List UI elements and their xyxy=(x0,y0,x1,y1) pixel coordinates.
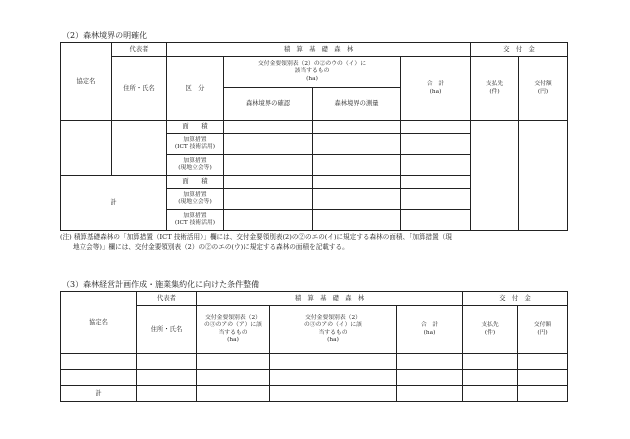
table-row xyxy=(61,354,568,370)
survey-cell[interactable] xyxy=(313,176,401,189)
payee-cell[interactable] xyxy=(471,121,519,231)
schedule-2-3-a-a-header: 交付金要領別表（2） の③のアの（ア）に該 当するもの (ha) xyxy=(197,306,270,354)
total-cell[interactable] xyxy=(401,210,471,231)
confirmation-cell[interactable] xyxy=(224,155,313,176)
management-plan-table xyxy=(60,291,568,402)
agreement-name-header: 協定名 xyxy=(61,43,112,121)
total-cell[interactable] xyxy=(401,155,471,176)
section2-note: (注) 積算基礎森林の「加算措置（ICT 技術活用）」欄には、交付金要領別表(2)の②のエの(イ)に規定する森林の面積、「加算措置（現 地立会等)」欄には、交付金要領別表（2）の②のエの(ウ)に規定する森林の面積を記載する。 xyxy=(60,233,452,251)
col-b-cell[interactable] xyxy=(270,386,397,402)
base-forest-header: 積 算 基 礎 森 林 xyxy=(197,292,463,306)
payee-cell[interactable] xyxy=(463,370,518,386)
category-header: 区 分 xyxy=(167,57,224,121)
col-b-cell[interactable] xyxy=(270,354,397,370)
address-name-cell[interactable] xyxy=(112,121,167,176)
grant-amount-cell[interactable] xyxy=(518,386,568,402)
confirmation-cell[interactable] xyxy=(224,176,313,189)
col-a-cell[interactable] xyxy=(197,354,270,370)
representative-header: 代表者 xyxy=(137,292,197,306)
confirmation-cell[interactable] xyxy=(224,189,313,210)
total-cell[interactable] xyxy=(401,121,471,134)
col-a-cell[interactable] xyxy=(197,370,270,386)
representative-header: 代表者 xyxy=(112,43,167,57)
grant-amount-cell[interactable] xyxy=(519,121,568,231)
agreement-name-header: 協定名 xyxy=(61,292,137,354)
table-row xyxy=(61,386,568,402)
total-label: 計 xyxy=(61,176,167,231)
address-name-cell[interactable] xyxy=(137,370,197,386)
row-label-area: 面 積 xyxy=(167,176,224,189)
agreement-name-cell[interactable] xyxy=(61,121,112,176)
agreement-name-cell[interactable] xyxy=(61,370,137,386)
total-cell[interactable] xyxy=(397,354,463,370)
agreement-name-cell[interactable] xyxy=(61,354,137,370)
payee-cell[interactable] xyxy=(463,386,518,402)
row-label-local: 加算措置 (現地立会等) xyxy=(167,155,224,176)
survey-cell[interactable] xyxy=(313,134,401,155)
base-forest-header: 積 算 基 礎 森 林 xyxy=(167,43,471,57)
row-label-ict: 加算措置 (ICT 技術活用) xyxy=(167,134,224,155)
row-label-ict: 加算措置 (ICT 技術活用) xyxy=(167,210,224,231)
grant-amount-cell[interactable] xyxy=(518,354,568,370)
payee-header: 支払先 (件) xyxy=(471,57,519,121)
address-name-cell[interactable] xyxy=(137,354,197,370)
table-row xyxy=(61,370,568,386)
col-a-cell[interactable] xyxy=(197,386,270,402)
address-name-header: 住所・氏名 xyxy=(137,306,197,354)
row-label-area: 面 積 xyxy=(167,121,224,134)
boundary-confirmation-header: 森林境界の確認 xyxy=(224,88,313,121)
total-cell[interactable] xyxy=(397,386,463,402)
survey-cell[interactable] xyxy=(313,210,401,231)
survey-cell[interactable] xyxy=(313,155,401,176)
total-ha-header: 合 計 (ha) xyxy=(401,57,471,121)
total-ha-header: 合 計 (ha) xyxy=(397,306,463,354)
confirmation-cell[interactable] xyxy=(224,134,313,155)
total-cell[interactable] xyxy=(401,189,471,210)
grant-amount-header: 交付額 (円) xyxy=(519,57,568,121)
survey-cell[interactable] xyxy=(313,189,401,210)
grant-amount-cell[interactable] xyxy=(518,370,568,386)
grant-header: 交 付 金 xyxy=(471,43,568,57)
total-label: 計 xyxy=(61,386,137,402)
survey-cell[interactable] xyxy=(313,121,401,134)
boundary-survey-header: 森林境界の測量 xyxy=(313,88,401,121)
row-label-local: 加算措置 (現地立会等) xyxy=(167,189,224,210)
confirmation-cell[interactable] xyxy=(224,210,313,231)
col-b-cell[interactable] xyxy=(270,370,397,386)
schedule-2-3-a-i-header: 交付金要領別表（2） の③のアの（イ）に該 当するもの (ha) xyxy=(270,306,397,354)
boundary-clarification-table xyxy=(60,42,568,231)
grant-amount-header: 交付額 (円) xyxy=(518,306,568,354)
section3-title: （3）森林経営計画作成・施業集約化に向けた条件整備 xyxy=(62,280,260,289)
address-name-header: 住所・氏名 xyxy=(112,57,167,121)
payee-cell[interactable] xyxy=(463,354,518,370)
payee-header: 支払先 (件) xyxy=(463,306,518,354)
total-cell[interactable] xyxy=(397,370,463,386)
section2-title: （2）森林境界の明確化 xyxy=(62,31,148,40)
confirmation-cell[interactable] xyxy=(224,121,313,134)
total-cell[interactable] xyxy=(401,176,471,189)
total-cell[interactable] xyxy=(401,134,471,155)
table-row xyxy=(61,121,568,134)
schedule-2-2-u-i-header: 交付金要領別表（2）の②のウの（イ）に 該当するもの (ha) xyxy=(224,57,401,88)
grant-header: 交 付 金 xyxy=(463,292,568,306)
address-name-cell[interactable] xyxy=(137,386,197,402)
